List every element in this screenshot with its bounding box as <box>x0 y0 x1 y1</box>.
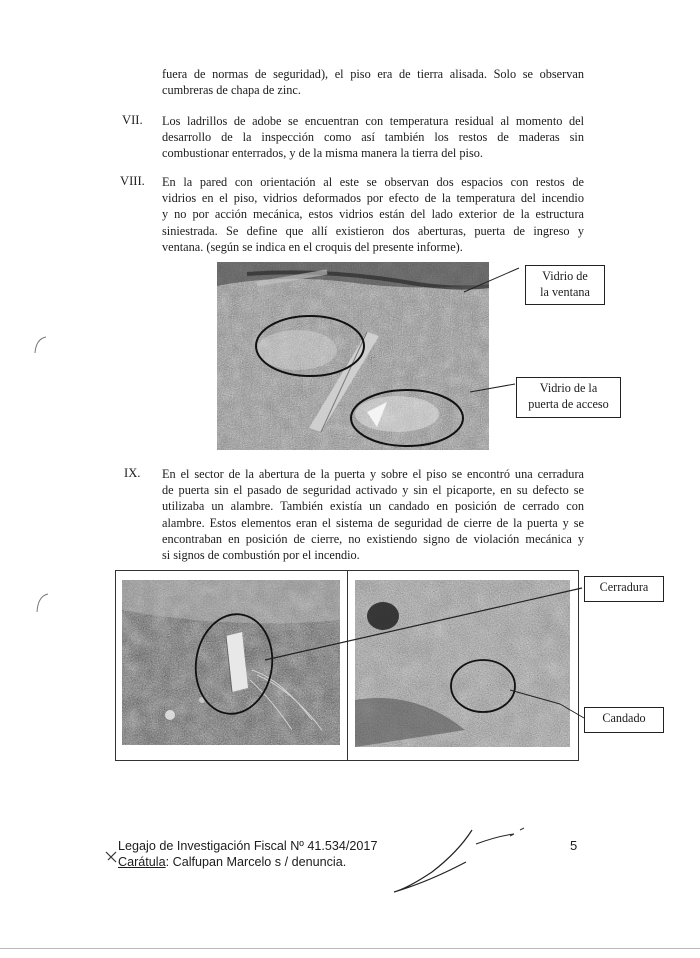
scan-edge <box>0 948 700 949</box>
label-door-glass: Vidrio de la puerta de acceso <box>516 377 621 418</box>
page-number: 5 <box>570 838 578 853</box>
paragraph-viii: En la pared con orientación al este se observan dos espacios con restos de vidrios en el piso, vidrios deformados por efecto de la temperatura del incendio y no por acción mecánica, estos vidrios están del lado exterior de la estructura siniestrada. Se define que allí existieron dos aberturas, puerta de ingreso y ventana. (según se indica en el croquis del presente informe). <box>162 175 584 254</box>
paragraph-continuation: fuera de normas de seguridad), el piso era de tierra alisada. Solo se observan cumbreras de chapa de zinc. <box>162 67 584 98</box>
paragraph-ix: En el sector de la abertura de la puerta y sobre el piso se encontró una cerradura de puerta sin el pasado de seguridad activado y sin el picaporte, en su defecto se utilizaba un alambre. También existía un candado en posición de cerrado con alambre. Estos elementos eran el sistema de seguridad de cierre de la puerta y se encontraban en posición de cierre, no existiendo signo de violación mecánica y si signos de combustión por el incendio. <box>162 467 584 563</box>
footer <box>118 838 377 870</box>
signature-icon <box>388 822 538 897</box>
label-lock: Cerradura <box>584 576 664 602</box>
paragraph-number: VII. <box>122 113 143 127</box>
paragraph-number: VIII. <box>120 174 145 188</box>
footer-caratula: Carátula: Calfupan Marcelo s / denuncia. <box>118 855 347 869</box>
label-padlock: Candado <box>584 707 664 733</box>
handwritten-mark-icon <box>104 850 118 864</box>
footer-legajo: Legajo de Investigación Fiscal Nº 41.534/2017 <box>118 839 378 853</box>
paragraph-vii: Los ladrillos de adobe se encuentran con temperatura residual al momento del desarrollo de la inspección como así también los restos de maderas sin combustionar enterrados, y de la misma manera la tierra del piso. <box>162 114 584 161</box>
label-window-glass: Vidrio de la ventana <box>525 265 605 305</box>
paragraph-number: IX. <box>124 466 141 480</box>
